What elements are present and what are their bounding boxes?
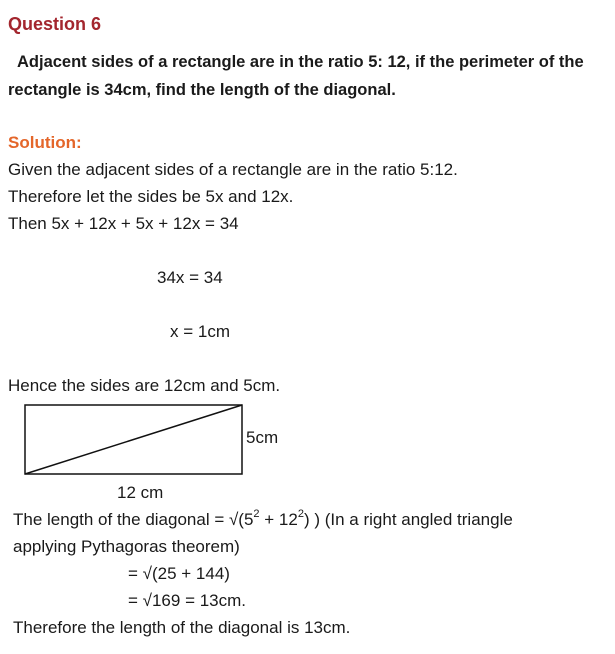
question-line-1: Adjacent sides of a rectangle are in the ratio 5: 12, if the perimeter of the [17, 53, 584, 71]
solution-label: Solution: [8, 133, 82, 152]
question-title: Question 6 [8, 14, 102, 34]
rectangle-diagonal [25, 405, 242, 474]
equation-1: 34x = 34 [157, 268, 223, 287]
solution-line-3: Then 5x + 12x + 5x + 12x = 34 [8, 214, 239, 233]
side-label: 5cm [246, 428, 279, 447]
bottom-label: 12 cm [117, 483, 164, 502]
question-line-2: rectangle is 34cm, find the length of the diagonal. [8, 81, 396, 99]
diagonal-line-1: The length of the diagonal = $√(5^2 + 12^2)$ ) (In a right angled triangle [13, 508, 513, 529]
solution-line-1: Given the adjacent sides of a rectangle are in the ratio 5:12. [8, 160, 458, 179]
conclusion-line: Therefore the length of the diagonal is 13cm. [13, 618, 351, 637]
diagonal-line-3: = √(25 + 144) [128, 564, 230, 583]
solution-line-2: Therefore let the sides be 5x and 12x. [8, 187, 294, 206]
diagonal-line-4: = √169 = 13cm. [128, 591, 247, 610]
diagonal-line-2: applying Pythagoras theorem) [13, 537, 240, 556]
hence-line: Hence the sides are 12cm and 5cm. [8, 376, 281, 395]
equation-2: x = 1cm [170, 322, 230, 341]
